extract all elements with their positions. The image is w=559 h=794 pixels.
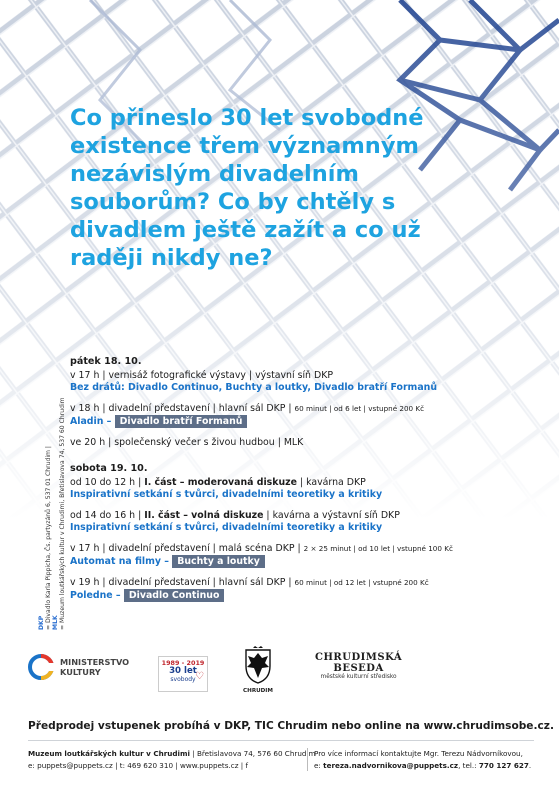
30-years-freedom-logo: 1989 - 2019 30 let svobody ♡: [158, 656, 208, 692]
day-heading: sobota 19. 10.: [70, 463, 148, 474]
event-title: Poledne –: [70, 590, 124, 601]
company-tag: Buchty a loutky: [172, 555, 265, 568]
headline: Co přineslo 30 let svobodné existence třem významným nezávislým divadelním souborům? Co by chtěly s divadlem ještě zažít a co už raději nikdy ne?: [70, 105, 424, 271]
event-title: Bez drátů: Divadlo Continuo, Buchty a loutky, Divadlo bratří Formanů: [70, 382, 438, 393]
footer-left: Muzeum loutkářských kultur v Chrudimi | Břetislavova 74, 576 60 Chrudim e: puppets@puppets.cz | t: 469 620 310 | www.puppets.cz | f: [28, 749, 316, 770]
event: v 19 h | divadelní představení | hlavní sál DKP | 60 minut | od 12 let | vstupné 200 Kč Poledne – Divadlo Continuo: [70, 576, 429, 601]
event: od 10 do 12 h | I. část – moderovaná diskuze | kavárna DKP Inspirativní setkání s tvůrci, divadelními teoretiky a kritiky: [70, 477, 510, 502]
event-title: Aladin –: [70, 416, 115, 427]
contact-email[interactable]: tereza.nadvornikova@puppets.cz: [323, 760, 459, 770]
event-title: Automat na filmy –: [70, 556, 173, 567]
footer-right: Pro více informací kontaktujte Mgr. Terezu Nádvorníkovou, e: tereza.nadvornikova@puppets.cz, tel.: 770 127 627.: [307, 748, 531, 771]
divider: [28, 740, 534, 741]
event: od 14 do 16 h | II. část – volná diskuze | kavárna a výstavní síň DKP Inspirativní setkání s tvůrci, divadelními teoretiky a kritiky: [70, 510, 510, 535]
chrudim-coat-of-arms-logo: CHRUDIM: [238, 646, 278, 694]
presale-notice: Předprodej vstupenek probíhá v DKP, TIC Chrudim nebo online na www.chrudimsobe.cz.: [28, 720, 554, 732]
heart-icon: ♡: [195, 671, 204, 682]
logos-row: MINISTERSTVO KULTURY 1989 - 2019 30 let svobody ♡ CHRUDIM CHRUDIMSKÁ BESEDA městské kulturní středisko: [28, 646, 548, 696]
event: ve 20 h | společenský večer s živou hudbou | MLK: [70, 436, 304, 448]
vertical-address-text: DKP = Divadlo Karla Pippicha, Čs. partyzánů 6, 537 01 Chrudim | MLK = Muzeum loutkářských kultur v Chrudimi, Břetislavova 74, 537 60 Chrudim: [38, 397, 66, 630]
ministry-icon: [28, 654, 54, 680]
day-heading: pátek 18. 10.: [70, 356, 142, 367]
company-tag: Divadlo Continuo: [124, 589, 225, 602]
event-subtitle: Inspirativní setkání s tvůrci, divadelními teoretiky a kritiky: [70, 489, 383, 500]
event: v 17 h | vernisáž fotografické výstavy | výstavní síň DKP Bez drátů: Divadlo Continuo, Buchty a loutky, Divadlo bratří Formanů: [70, 370, 510, 395]
eagle-crest-icon: [241, 646, 275, 684]
event: v 17 h | divadelní představení | malá scéna DKP | 2 × 25 minut | od 10 let | vstupné 100 Kč Automat na filmy – Buchty a loutky: [70, 542, 453, 567]
program: [70, 356, 510, 611]
event: v 18 h | divadelní představení | hlavní sál DKP | 60 minut | od 6 let | vstupné 200 Kč Aladin – Divadlo bratří Formanů: [70, 402, 425, 427]
event-subtitle: Inspirativní setkání s tvůrci, divadelními teoretiky a kritiky: [70, 522, 383, 533]
company-tag: Divadlo bratří Formanů: [115, 415, 248, 428]
chrudimska-beseda-logo: CHRUDIMSKÁ BESEDA městské kulturní středisko: [315, 652, 403, 680]
